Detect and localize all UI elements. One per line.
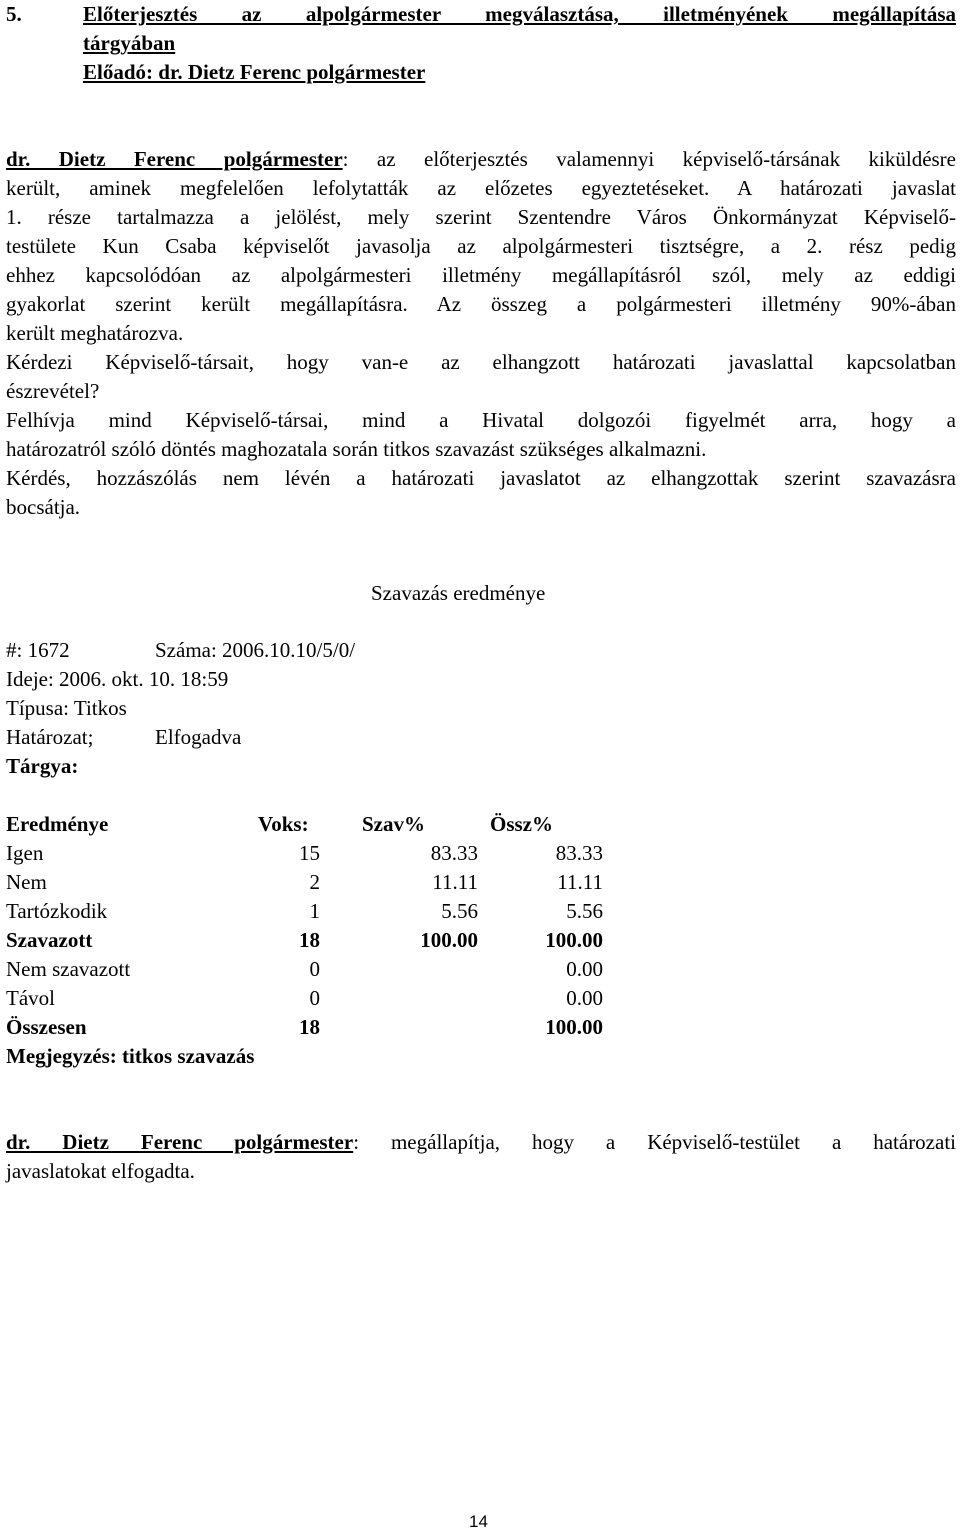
intro-line-2: került, aminek megfelelően lefolytatták az előzetes egyeztetéseket. A határozati javaslat [6,176,956,200]
table-row [6,1013,606,1042]
intro-line-1-text: : az előterjesztés valamennyi képviselő-társának kiküldésre [342,147,956,171]
intro-paragraph [6,145,956,522]
conclusion-line-2: javaslatokat elfogadta. [6,1159,195,1183]
table-row [6,984,606,1013]
row-label: Összesen [6,1015,87,1039]
row-ossz: 11.11 [557,870,603,894]
row-label: Nem szavazott [6,957,131,981]
row-votes: 18 [299,928,320,952]
row-ossz: 0.00 [566,957,603,981]
page-number: 14 [469,1512,488,1531]
row-votes: 15 [299,841,320,865]
vote-note: Megjegyzés: titkos szavazás [6,1044,255,1068]
row-label: Szavazott [6,928,93,952]
header-voks: Voks: [258,812,309,836]
agenda-number: 5. [6,2,22,26]
table-row [6,839,606,868]
row-label: Igen [6,841,44,865]
intro-line-3: 1. része tartalmazza a jelölést, mely szerint Szentendre Város Önkormányzat Képviselő- [6,205,956,229]
header-eredmenye: Eredménye [6,812,109,836]
conclusion-line-1-text: : megállapítja, hogy a Képviselő-testület a határozati [353,1130,956,1154]
intro-line-1 [6,145,956,174]
conclusion-speaker: dr. Dietz Ferenc polgármester [6,1130,354,1154]
row-votes: 0 [309,986,320,1010]
row-votes: 18 [299,1015,320,1039]
row-votes: 0 [309,957,320,981]
row-label: Nem [6,870,47,894]
table-row [6,926,606,955]
header-szav: Szav% [362,812,425,836]
vote-decision-value: Elfogadva [155,725,242,749]
row-votes: 2 [309,870,320,894]
attention-line-2: határozatról szóló döntés maghozatala során titkos szavazást szükséges alkalmazni. [6,437,707,461]
row-szav: 83.33 [430,841,478,865]
attention-line-1: Felhívja mind Képviselő-társai, mind a Hivatal dolgozói figyelmét arra, hogy a [6,408,956,432]
vote-call-line-2: bocsátja. [6,495,81,519]
row-ossz: 100.00 [545,928,603,952]
results-table-header [6,810,566,839]
vote-date: Ideje: 2006. okt. 10. 18:59 [6,667,229,691]
row-label: Tartózkodik [6,899,108,923]
row-szav: 100.00 [420,928,478,952]
row-szav: 11.11 [432,870,478,894]
vote-decision-label: Határozat; [6,725,94,749]
intro-line-7: került meghatározva. [6,321,184,345]
vote-type: Típusa: Titkos [6,696,127,720]
question-line-2: észrevétel? [6,379,100,403]
intro-speaker: dr. Dietz Ferenc polgármester [6,147,343,171]
vote-heading: Szavazás eredménye [371,581,546,605]
row-ossz: 83.33 [555,841,603,865]
agenda-title-line1: Előterjesztés az alpolgármester megválasztása, illetményének megállapítása [83,2,956,26]
vote-id: #: 1672 [6,638,70,662]
agenda-title-line2: tárgyában [83,31,176,55]
intro-line-6: gyakorlat szerint került megállapításra. Az összeg a polgármesteri illetmény 90%-ában [6,292,956,316]
header-ossz: Össz% [490,812,553,836]
agenda-presenter: Előadó: dr. Dietz Ferenc polgármester [83,60,426,84]
table-row [6,955,606,984]
row-ossz: 5.56 [566,899,603,923]
intro-line-5: ehhez kapcsolódóan az alpolgármesteri illetmény megállapításról szól, mely az eddigi [6,263,956,287]
intro-line-4: testülete Kun Csaba képviselőt javasolja az alpolgármesteri tisztségre, a 2. rész pedig [6,234,956,258]
row-ossz: 100.00 [545,1015,603,1039]
row-votes: 1 [309,899,320,923]
vote-call-line-1: Kérdés, hozzászólás nem lévén a határozati javaslatot az elhangzottak szerint szavazásra [6,466,956,490]
vote-subject-label: Tárgya: [6,754,79,778]
row-szav: 5.56 [441,899,478,923]
row-ossz: 0.00 [566,986,603,1010]
question-line-1: Kérdezi Képviselő-társait, hogy van-e az elhangzott határozati javaslattal kapcsolatban [6,350,956,374]
row-label: Távol [6,986,55,1010]
conclusion-paragraph [6,1128,956,1186]
vote-number: Száma: 2006.10.10/5/0/ [155,638,356,662]
table-row [6,897,606,926]
conclusion-line-1 [6,1128,956,1157]
table-row [6,868,606,897]
